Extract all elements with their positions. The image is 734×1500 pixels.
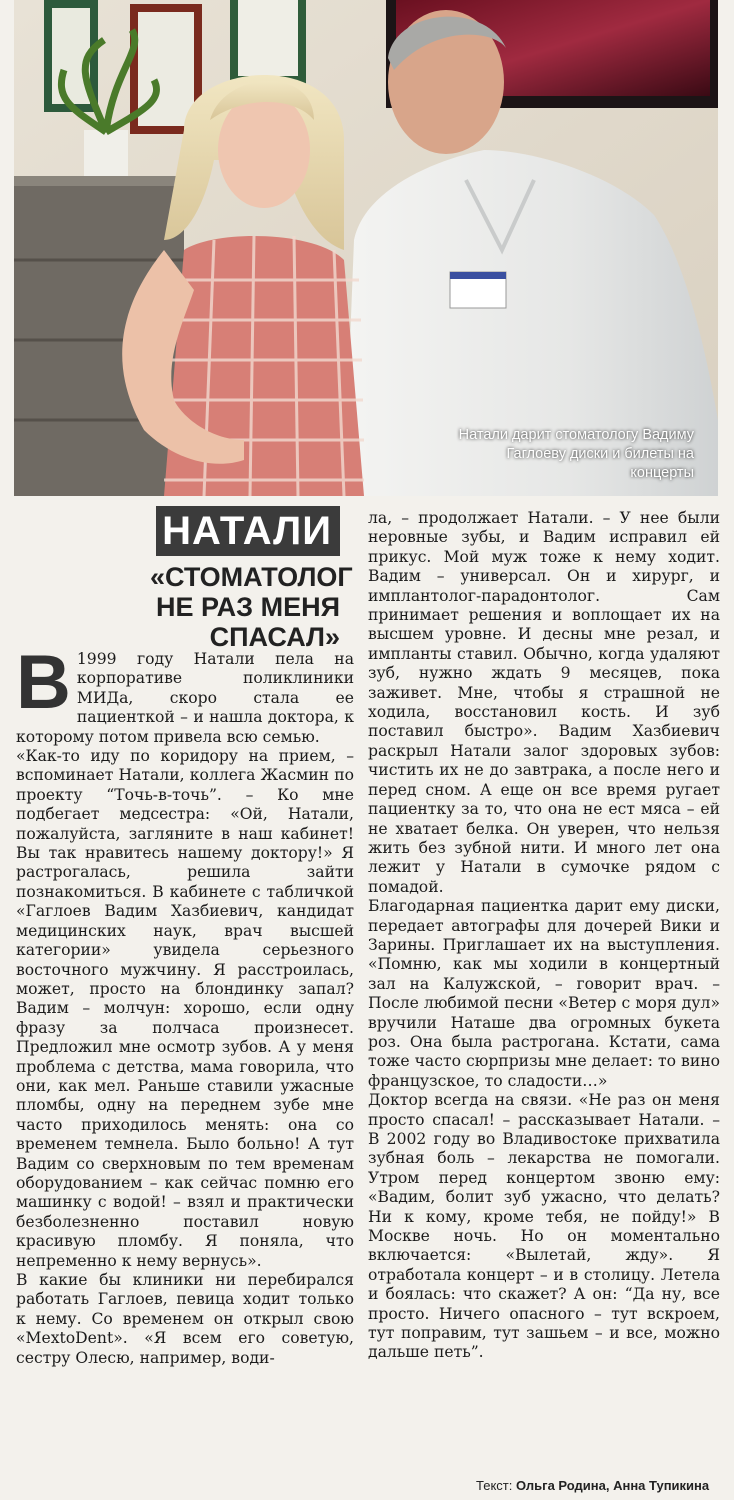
paragraph: Доктор всегда на связи. «Не раз он меня просто спасал! – рассказывает Натали. – В 2002 году во Владивостоке прихватила зубная боль – лекарства не помогали. Утром перед концертом звоню ему: «Вадим, болит зуб ужасно, что делать? Ни к кому, кроме тебя, не пойду!» В Москве ночь. Но он моментально включается: «Вылетай, жду». Я отработала концерт – и в столицу. Летела и боялась: что скажет? А он: “Да ну, все просто. Ничего опасного – тут вскроем, тут поправим, тут зашьем – и все, можно дальше петь”.: [368, 1091, 720, 1362]
paragraph: В какие бы клиники ни перебирался работать Гаглоев, певица ходит только к нему. Со временем он открыл свою «MextoDent». «Я всем его советую, сестру Олесю, например, води-: [16, 1271, 354, 1367]
author-credit: [476, 1478, 709, 1493]
photo-caption: Натали дарит стоматологу Вадиму Гаглоеву диски и билеты на концерты: [458, 427, 694, 481]
article-photo: [14, 0, 718, 496]
headline-name: НАТАЛИ: [156, 506, 340, 556]
paragraph: «Как-то иду по коридору на прием, – вспоминает Натали, коллега Жасмин по проекту “Точь-в-точь”. – Ко мне подбегает медсестра: «Ой, Натали, пожалуйста, загляните в наш кабинет! Вы так нравитесь нашему доктору!» Я растрогалась, решила зайти познакомиться. В кабинете с табличкой «Гаглоев Вадим Хазбиевич, кандидат медицинских наук, врач высшей категории» увидела серьезного восточного мужчину. Я расстроилась, может, просто на блондинку запал? Вадим – молчун: хорошо, если одну фразу за полчаса произнесет. Предложил мне осмотр зубов. А у меня проблема с детства, мама говорила, что они, как мел. Раньше ставили ужасные пломбы, одну на переднем зубе мне часто приходилось менять: она со временем темнела. Было больно! А тут Вадим со сверхновым по тем временам оборудованием – как сейчас помню его машинку с водой! – взял и практически безболезненно поставил новую красивую пломбу. Я поняла, что непременно к нему вернусь».: [16, 747, 354, 1270]
article-column-right: [368, 509, 720, 1363]
article-column-left: [16, 640, 354, 1368]
credit-authors: Ольга Родина, Анна Тупикина: [515, 1478, 710, 1493]
paragraph: ла, – продолжает Натали. – У нее были неровные зубы, и Вадим исправил ей прикус. Мой муж тоже к нему ходит. Вадим – универсал. Он и хирург, и имплантолог-парадонтолог. Сам принимает решения и воплощает их на высшем уровне. И десны мне резал, и импланты ставил. Обычно, когда удаляют зуб, нужно ждать 9 месяцев, пока заживет. Мне, чтобы я страшной не ходила, восстановил кость. И зуб поставил быстро». Вадим Хазбиевич раскрыл Натали залог здоровых зубов: чистить их не до завтрака, а после него и перед сном. А еще он все время ругает пациентку за то, что она не ест мяса – ей не хватает белка. Он уверен, что нельзя жить без зубной нити. И много лет она лежит у Натали в сумочке рядом с помадой.: [368, 509, 720, 896]
headline-block: [150, 506, 353, 652]
credit-label: Текст:: [476, 1478, 513, 1493]
paragraph: Благодарная пациентка дарит ему диски, передает автографы для дочерей Вики и Зарины. Приглашает их на выступления. «Помню, как мы ходили в концертный зал на Калужской, – говорит врач. – После любимой песни «Ветер с моря дул» вручили Наташе два огромных букета роз. Она была растрогана. Кстати, сама тоже часто сюрпризы мне делает: то вино французское, то сладости…»: [368, 897, 720, 1090]
drop-cap: В: [16, 640, 71, 725]
photo-illustration: [14, 0, 718, 496]
paragraph: 1999 году Натали пела на корпоративе поликлиники МИДа, скоро стала ее пациенткой – и нашла доктора, к которому потом привела всю семью.: [16, 650, 354, 746]
headline-quote: «СТОМАТОЛОГ НЕ РАЗ МЕНЯ СПАСАЛ»: [150, 562, 353, 652]
